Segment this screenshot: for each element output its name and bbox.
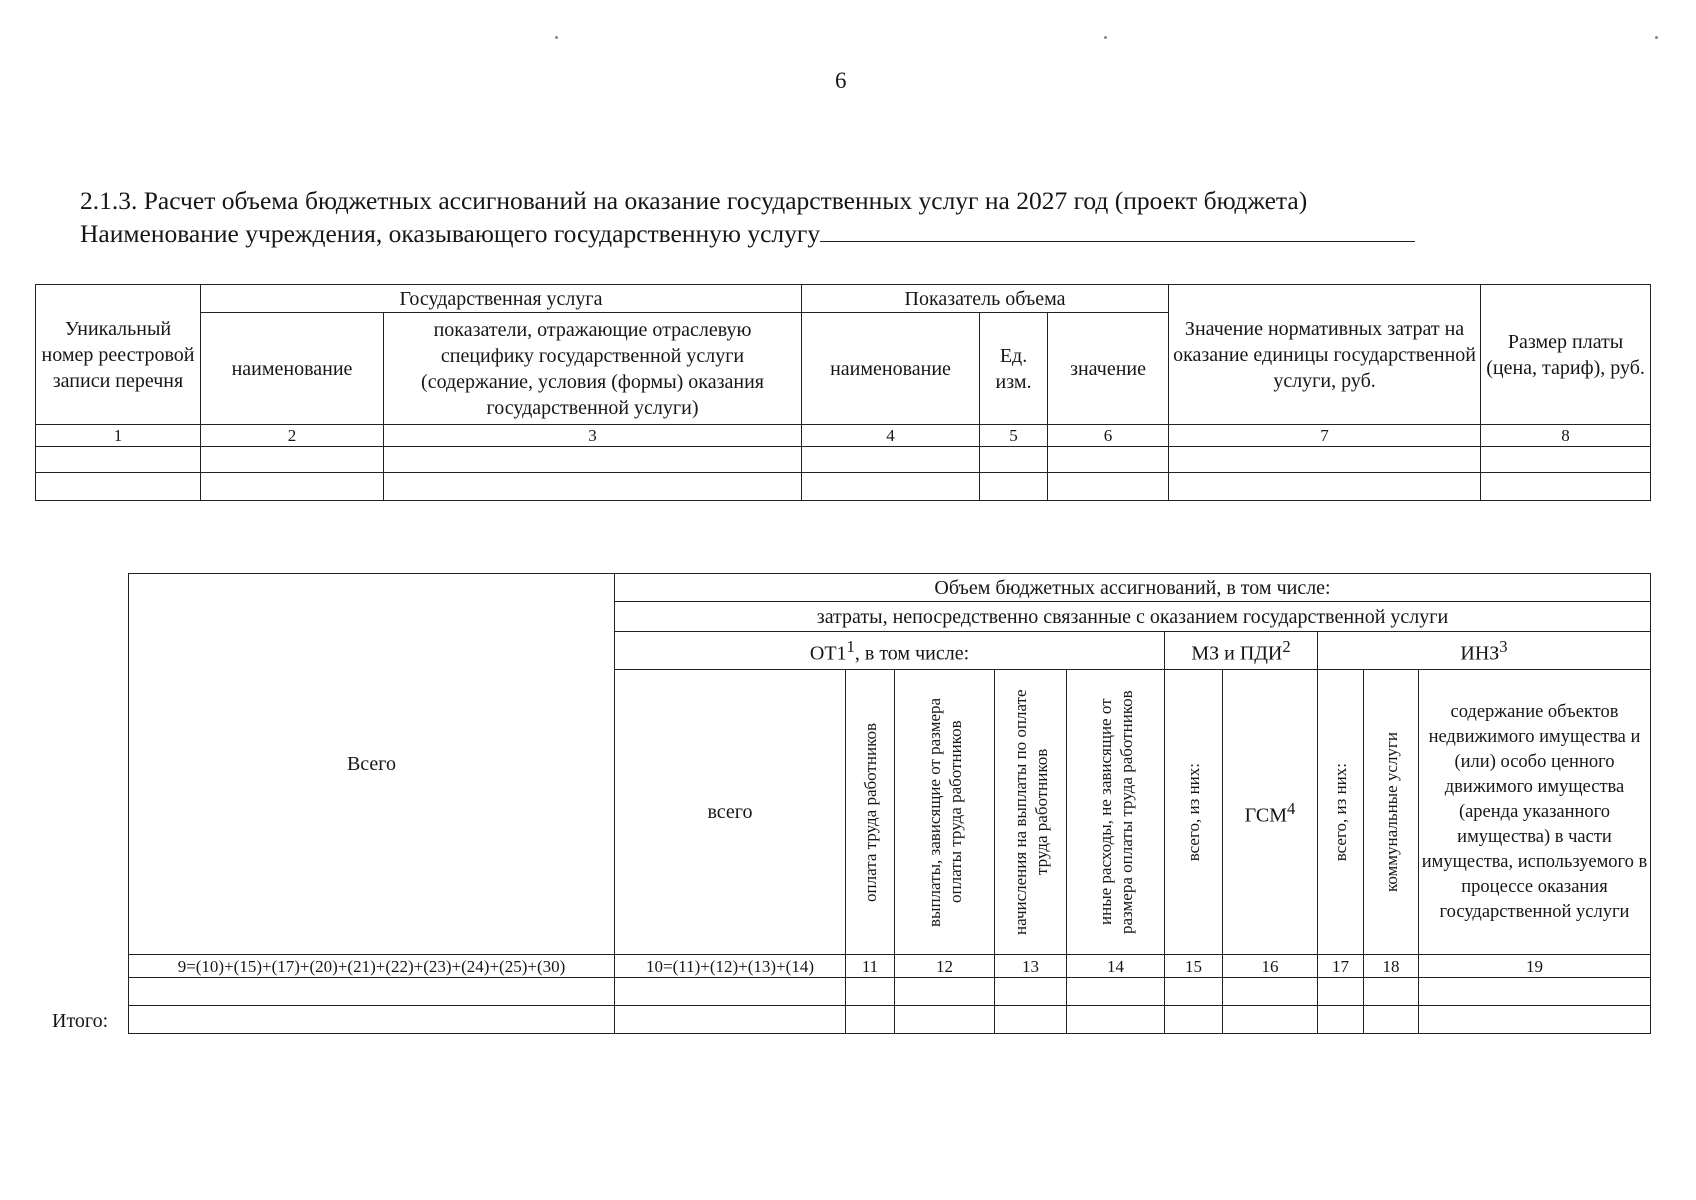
column-number: 19 (1419, 955, 1651, 978)
volume-unit-header: Ед. изм. (980, 313, 1048, 425)
registry-number-header: Уникальный номер реестровой записи перечня (36, 285, 201, 425)
inz-utilities-header: коммунальные услуги (1364, 670, 1419, 955)
service-group-header: Государственная услуга (201, 285, 802, 313)
ot-total-header: всего (615, 670, 846, 955)
norm-costs-header: Значение нормативных затрат на оказание единицы государственной услуги, руб. (1169, 285, 1481, 425)
scan-dot (555, 36, 558, 39)
mz-header: МЗ и ПДИ$^2$ (1165, 632, 1318, 670)
table-row (129, 978, 1651, 1006)
scan-dot (1104, 36, 1107, 39)
institution-label: Наименование учреждения, оказывающего государственную услугу (80, 219, 821, 248)
column-number: 1 (36, 425, 201, 447)
volume-group-header: Показатель объема (802, 285, 1169, 313)
direct-costs-header: затраты, непосредственно связанные с оказанием государственной услуги (615, 602, 1651, 632)
column-number: 18 (1364, 955, 1419, 978)
inz-maintenance-header: содержание объектов недвижимого имущества и (или) особо ценного движимого имущества (аренда указанного имущества) в части имущества, используемого в процессе оказания государственной услуги (1419, 670, 1651, 955)
service-indicators-header: показатели, отражающие отраслевую специфику государственной услуги (содержание, условия (формы) оказания государственной услуги) (384, 313, 802, 425)
service-volume-table (35, 284, 1651, 501)
service-name-header: наименование (201, 313, 384, 425)
ot-accruals-header: начисления на выплаты по оплате труда работников (995, 670, 1067, 955)
fee-header: Размер платы (цена, тариф), руб. (1481, 285, 1651, 425)
volume-value-header: значение (1048, 313, 1169, 425)
ot-payments-header: выплаты, зависящие от размера оплаты труда работников (895, 670, 995, 955)
column-number: 4 (802, 425, 980, 447)
column-number: 5 (980, 425, 1048, 447)
itogo-row (129, 1006, 1651, 1034)
itogo-label: Итого: (52, 1010, 109, 1032)
column-number: 3 (384, 425, 802, 447)
mz-total-header: всего, из них: (1165, 670, 1223, 955)
inz-total-header: всего, из них: (1318, 670, 1364, 955)
section-heading: 2.1.3. Расчет объема бюджетных ассигнований на оказание государственных услуг на 2027 год (проект бюджета) (80, 186, 1308, 215)
institution-line (80, 219, 1415, 248)
inz-header: ИНЗ$^3$ (1318, 632, 1651, 670)
column-number: 10=(11)+(12)+(13)+(14) (615, 955, 846, 978)
column-number: 11 (846, 955, 895, 978)
ot-other-header: иные расходы, не зависящие от размера оплаты труда работников (1067, 670, 1165, 955)
column-number: 14 (1067, 955, 1165, 978)
page-number: 6 (835, 68, 847, 93)
column-number: 13 (995, 955, 1067, 978)
column-number: 12 (895, 955, 995, 978)
column-number: 6 (1048, 425, 1169, 447)
total-header: Всего (129, 574, 615, 955)
table-row (36, 447, 1651, 473)
gsm-header: ГСМ$^4$ (1223, 670, 1318, 955)
ot-pay-header: оплата труда работников (846, 670, 895, 955)
scan-dot (1655, 36, 1658, 39)
column-number: 15 (1165, 955, 1223, 978)
institution-blank (820, 219, 1415, 242)
table-row (36, 473, 1651, 501)
volume-header: Объем бюджетных ассигнований, в том числе: (615, 574, 1651, 602)
volume-name-header: наименование (802, 313, 980, 425)
column-number: 8 (1481, 425, 1651, 447)
column-number: 16 (1223, 955, 1318, 978)
column-number: 9=(10)+(15)+(17)+(20)+(21)+(22)+(23)+(24)+(25)+(30) (129, 955, 615, 978)
column-number: 17 (1318, 955, 1364, 978)
budget-allocation-table (128, 573, 1651, 1034)
column-number: 2 (201, 425, 384, 447)
column-number: 7 (1169, 425, 1481, 447)
ot1-header: $ОТ1^1$, в том числе: (615, 632, 1165, 670)
